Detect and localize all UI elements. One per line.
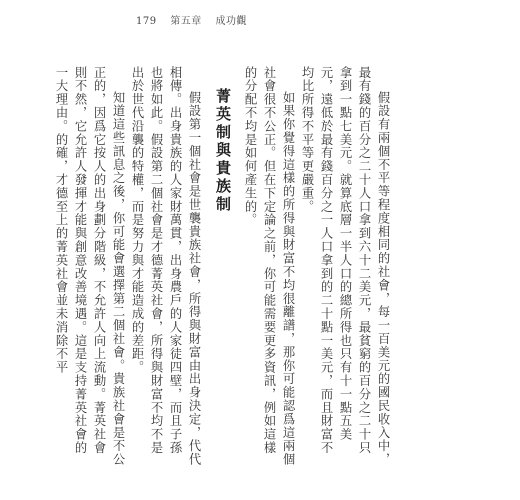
page-header: [136, 12, 257, 27]
page-number: 179: [136, 16, 157, 27]
paragraph-4: 知道這些訊息之後，你可能會選擇第二個社會。貴族社會是不公正的，因爲它按人的出身劃分階級，不允許人向上流動。菁英社會則不然，它允許人發揮才能與創意改善境遇。這是支持菁英社會的一大理由。的確，才德至上的菁英社會並未消除不平: [54, 66, 125, 466]
chapter-title: 成功觀: [215, 16, 247, 27]
paragraph-2: 如果你覺得這樣的所得與財富不均很離譜，那你可能認爲這兩個社會很不公正。但在下定論之前，你可能需要更多資訊，例如這樣的分配不均是如何產生的。: [243, 66, 295, 466]
paragraph-3: 假設第一個社會是世襲貴族社會，所得與財富由出身決定，代代相傳。出身貴族的人家財萬貫，出身農戶的人家徒四壁，而且子孫也將如此。假設第二個社會是才德菁英社會，所得與財富不均不是出於世代沿襲的特權，而是努力與才能造成的差距。: [130, 66, 201, 466]
paragraph-1: 假設有兩個不平等程度相同的社會，每一百美元的國民收入中，最有錢的百分之二十人口拿到六十二美元，最貧窮的百分之二十只拿到一點七美元。就算底層一半人口的總所得也只有十一點五美元，遠低於最有錢百分之一人口拿到的二十點一美元，而且財富不均比所得不平等更嚴重。: [300, 66, 390, 466]
section-heading: 菁英制與貴族制: [214, 88, 232, 214]
body-text: [51, 66, 392, 466]
chapter-label: 第五章: [170, 16, 202, 27]
